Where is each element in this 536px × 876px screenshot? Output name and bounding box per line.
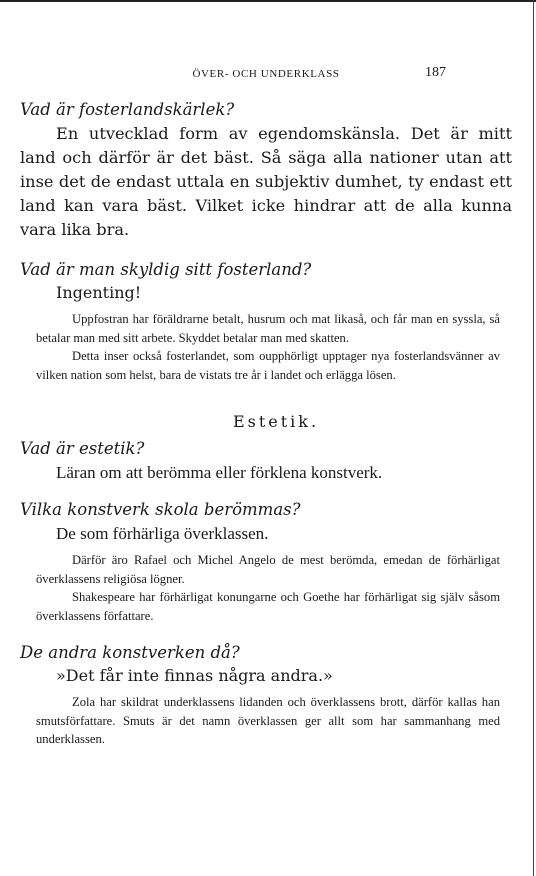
question-patriotism: Vad är fosterlandskärlek? bbox=[20, 100, 235, 119]
answer-other-works: »Det får inte finnas några andra.» bbox=[56, 666, 333, 685]
book-page bbox=[20, 60, 512, 749]
question-other-works: De andra konstverken då? bbox=[20, 643, 240, 662]
answer-fatherland-duty: Ingenting! bbox=[56, 283, 142, 302]
answer-aesthetics: Läran om att berömma eller förklena konstverk. bbox=[56, 463, 383, 482]
paragraph-fatherland: Detta inser också fosterlandet, som oupphörligt upptager nya fosterlandsvänner av vilken nation som helst, bara de vistats tre år i landet och erlägga lösen. bbox=[36, 349, 500, 382]
paragraph-upbringing: Uppfostran har föräldrarne betalt, husrum och mat likaså, och får man en syssla, så betalar man med sitt arbete. Skyddet betalar man med skatten. bbox=[36, 312, 500, 345]
running-head-title: ÖVER- OCH UNDERKLASS bbox=[192, 68, 340, 80]
page-number: 187 bbox=[425, 65, 446, 80]
answer-praised-works: De som förhärliga överklassen. bbox=[56, 524, 269, 543]
question-praised-works: Vilka konstverk skola berömmas? bbox=[20, 500, 301, 519]
top-edge-rule bbox=[0, 0, 536, 2]
answer-patriotism: En utvecklad form av egendomskänsla. Det är mitt land och därför är det bäst. Så säga alla nationer utan att inse det de endast uttala en subjektiv dumhet, ty endast ett land kan vara bäst. Vilket icke hindrar att de alla kunna vara lika bra. bbox=[20, 124, 512, 239]
question-fatherland-duty: Vad är man skyldig sitt fosterland? bbox=[20, 260, 312, 279]
paragraph-shakespeare: Shakespeare har förhärligat konungarne och Goethe har förhärligat sig själv såsom överklassens författare. bbox=[36, 590, 500, 623]
section-heading-aesthetics: Estetik. bbox=[232, 412, 320, 431]
paragraph-zola: Zola har skildrat underklassens lidanden och överklassens brott, därför kallas han smutsförfattare. Smuts är det namn överklassen ger allt som har sammanhang med underklassen. bbox=[36, 695, 500, 746]
running-head bbox=[20, 60, 512, 82]
right-edge-rule bbox=[533, 0, 534, 876]
paragraph-rafael: Därför äro Rafael och Michel Angelo de mest berömda, emedan de förhärligat överklassens religiösa lögner. bbox=[36, 553, 500, 586]
question-aesthetics: Vad är estetik? bbox=[20, 439, 145, 458]
